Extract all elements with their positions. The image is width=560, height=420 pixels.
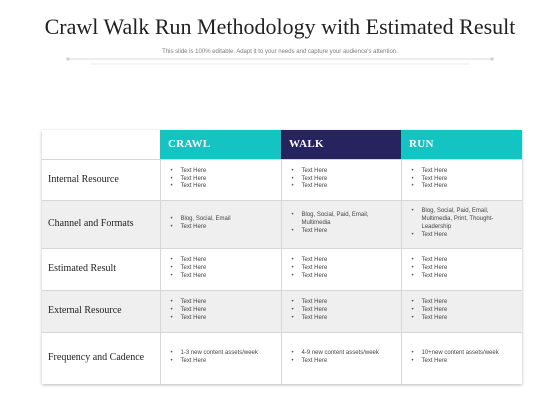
table-cell <box>281 159 401 200</box>
bullet-item: • Text Here <box>410 168 519 176</box>
table-cell <box>281 248 401 290</box>
bullet-item: • Text Here <box>169 315 277 323</box>
slide-title: Crawl Walk Run Methodology with Estimated Result <box>44 14 516 39</box>
table-cell <box>160 332 281 384</box>
table-row <box>42 332 522 384</box>
bullet-item: • Text Here <box>410 176 519 184</box>
bullet-list <box>290 168 397 191</box>
row-label: External Resource <box>42 290 160 332</box>
bullet-item: • Text Here <box>290 299 397 307</box>
header-walk: WALK <box>281 130 401 159</box>
row-label: Estimated Result <box>42 248 160 290</box>
bullet-item: • Text Here <box>410 273 519 281</box>
bullet-item: • 1-3 new content assets/week <box>169 350 277 358</box>
bullet-list <box>169 216 277 232</box>
table-row <box>42 159 522 200</box>
bullet-list <box>290 299 397 322</box>
slide-subtitle: This slide is 100% editable. Adapt it to your needs and capture your audience's attention. <box>162 49 398 55</box>
bullet-item: • Text Here <box>169 299 277 307</box>
bullet-item: • Text Here <box>169 183 277 191</box>
header-corner <box>42 130 160 159</box>
table-row <box>42 290 522 332</box>
row-label: Frequency and Cadence <box>42 332 160 384</box>
header-run: RUN <box>401 130 522 159</box>
header-crawl: CRAWL <box>160 130 281 159</box>
bullet-item: • Text Here <box>410 257 519 265</box>
table-cell <box>281 290 401 332</box>
table-cell <box>281 332 401 384</box>
bullet-item: • Text Here <box>410 183 519 191</box>
table-cell <box>160 159 281 200</box>
bullet-item: • Text Here <box>169 224 277 232</box>
table-cell <box>401 200 522 248</box>
bullet-item: • Text Here <box>169 358 277 366</box>
bullet-item: • Text Here <box>290 315 397 323</box>
bullet-list <box>290 212 397 235</box>
table-cell <box>160 200 281 248</box>
bullet-item: • Blog, Social, Email <box>169 216 277 224</box>
bullet-list <box>290 257 397 280</box>
bullet-item: • Text Here <box>290 176 397 184</box>
table-row <box>42 248 522 290</box>
bullet-list <box>410 168 519 191</box>
bullet-list <box>410 208 519 239</box>
bullet-list <box>290 350 397 366</box>
bullet-list <box>410 299 519 322</box>
bullet-item: • Text Here <box>169 257 277 265</box>
bullet-item: • Text Here <box>410 265 519 273</box>
bullet-item: • 10+new content assets/week <box>410 350 519 358</box>
bullet-item: • Text Here <box>290 257 397 265</box>
bullet-item: • Blog, Social, Paid, Email, Multimedia, Print, Thought-Leadership <box>410 208 519 231</box>
methodology-table <box>42 130 522 384</box>
bullet-item: • Text Here <box>290 228 397 236</box>
table-cell <box>160 248 281 290</box>
bullet-item: • Text Here <box>290 183 397 191</box>
subtitle-divider <box>66 55 494 69</box>
bullet-item: • Text Here <box>410 307 519 315</box>
bullet-item: • 4-9 new content assets/week <box>290 350 397 358</box>
table-cell <box>401 290 522 332</box>
bullet-list <box>169 299 277 322</box>
table-cell <box>401 248 522 290</box>
bullet-item: • Text Here <box>290 273 397 281</box>
bullet-list <box>169 350 277 366</box>
table-cell <box>401 332 522 384</box>
table-header-row <box>42 130 522 159</box>
row-label: Internal Resource <box>42 159 160 200</box>
bullet-item: • Text Here <box>290 168 397 176</box>
table-row <box>42 200 522 248</box>
bullet-item: • Text Here <box>290 265 397 273</box>
bullet-item: • Blog, Social, Paid, Email, Multimedia <box>290 212 397 228</box>
bullet-item: • Text Here <box>169 265 277 273</box>
table-cell <box>160 290 281 332</box>
bullet-list <box>169 168 277 191</box>
bullet-list <box>169 257 277 280</box>
bullet-item: • Text Here <box>410 315 519 323</box>
bullet-item: • Text Here <box>169 176 277 184</box>
bullet-item: • Text Here <box>169 307 277 315</box>
bullet-item: • Text Here <box>410 299 519 307</box>
bullet-item: • Text Here <box>410 232 519 240</box>
row-label: Channel and Formats <box>42 200 160 248</box>
bullet-list <box>410 350 519 366</box>
bullet-item: • Text Here <box>169 273 277 281</box>
bullet-item: • Text Here <box>290 307 397 315</box>
bullet-item: • Text Here <box>169 168 277 176</box>
bullet-list <box>410 257 519 280</box>
bullet-item: • Text Here <box>290 358 397 366</box>
table-cell <box>281 200 401 248</box>
bullet-item: • Text Here <box>410 358 519 366</box>
table-cell <box>401 159 522 200</box>
